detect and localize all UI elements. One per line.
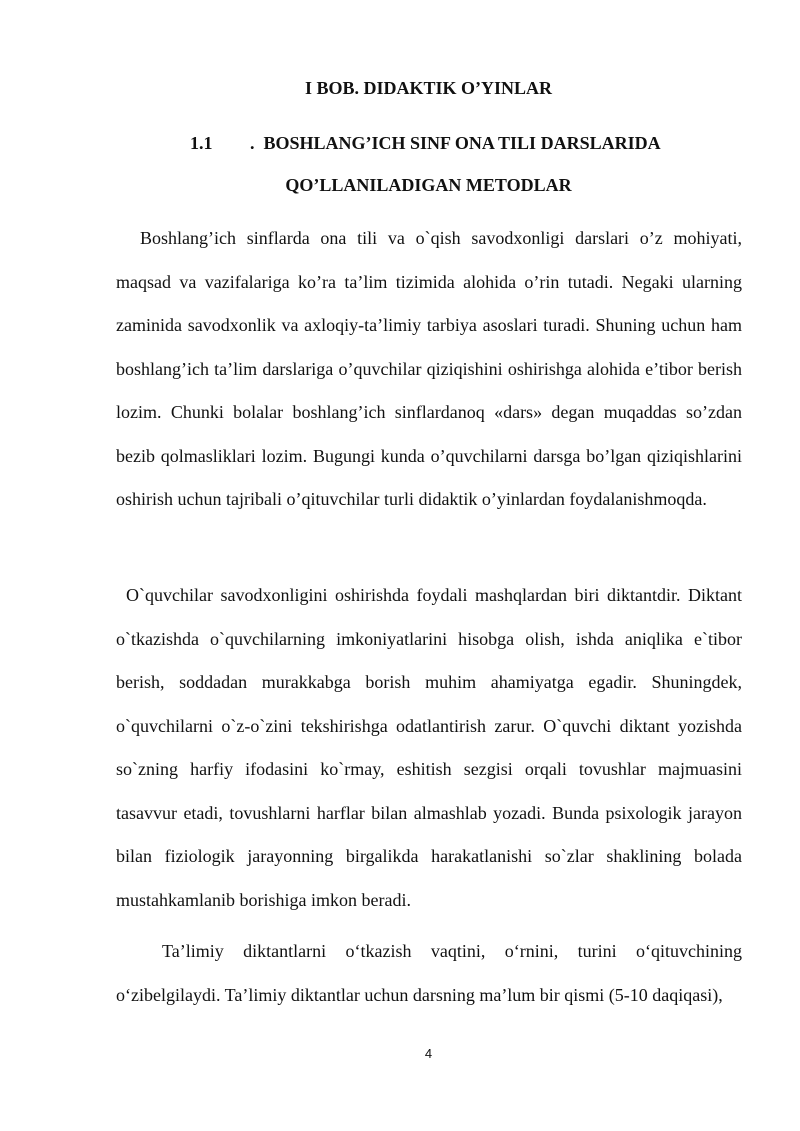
paragraph-2: O`quvchilar savodxonligini oshirishda foydali mashqlardan biri diktantdir. Diktant o`tkazishda o`quvchilarning imkoniyatlarini hisobga olish, ishda aniqlika e`tibor berish, soddadan murakkabga borish muhim ahamiyatga egadir. Shuningdek, o`quvchilarni o`z-o`zini tekshirishga odatlantirish zarur. O`quvchi diktant yozishda so`zning harfiy ifodasini ko`rmay, eshitish sezgisi orqali tovushlar majmuasini tasavvur etadi, tovushlarni harflar bilan almashlab yozadi. Bunda psixologik jarayon bilan fiziologik jarayonning birgalikda harakatlanishi so`zlar shaklining bolada mustahkamlanib borishiga imkon beradi. [116, 585, 742, 910]
section-heading [190, 131, 661, 155]
page-number: 4 [424, 1046, 433, 1061]
section-title-line1: BOSHLANG’ICH SINF ONA TILI DARSLARIDA [263, 133, 661, 153]
section-number: 1.1 [190, 133, 213, 153]
section-title-line2: QO’LLANILADIGAN METODLAR [285, 175, 572, 195]
chapter-title: I BOB. DIDAKTIK O’YINLAR [304, 78, 553, 98]
paragraph-1: Boshlang’ich sinflarda ona tili va o`qish savodxonligi darslari o’z mohiyati, maqsad va vazifalariga ko’ra ta’lim tizimida alohida o’rin tutadi. Negaki ularning zaminida savodxonlik va axloqiy-ta’limiy tarbiya asoslari turadi. Shuning uchun ham boshlang’ich ta’lim darslariga o’quvchilar qiziqishini oshirishga alohida e’tibor berish lozim. Chunki bolalar boshlang’ich sinflardanoq «dars» degan muqaddas so’zdan bezib qolmasliklari lozim. Bugungi kunda o’quvchilarni darsga bo’lgan qiziqishlarini oshirish uchun tajribali o’qituvchilar turli didaktik o’yinlardan foydalanishmoqda. [116, 228, 742, 509]
section-number-dot: . [250, 133, 255, 153]
paragraph-3: Ta’limiy diktantlarni o‘tkazish vaqtini, o‘rnini, turini o‘qituvchining o‘zibelgilaydi. Ta’limiy diktantlar uchun darsning ma’lum bir qismi (5-10 daqiqasi), [116, 941, 742, 1005]
